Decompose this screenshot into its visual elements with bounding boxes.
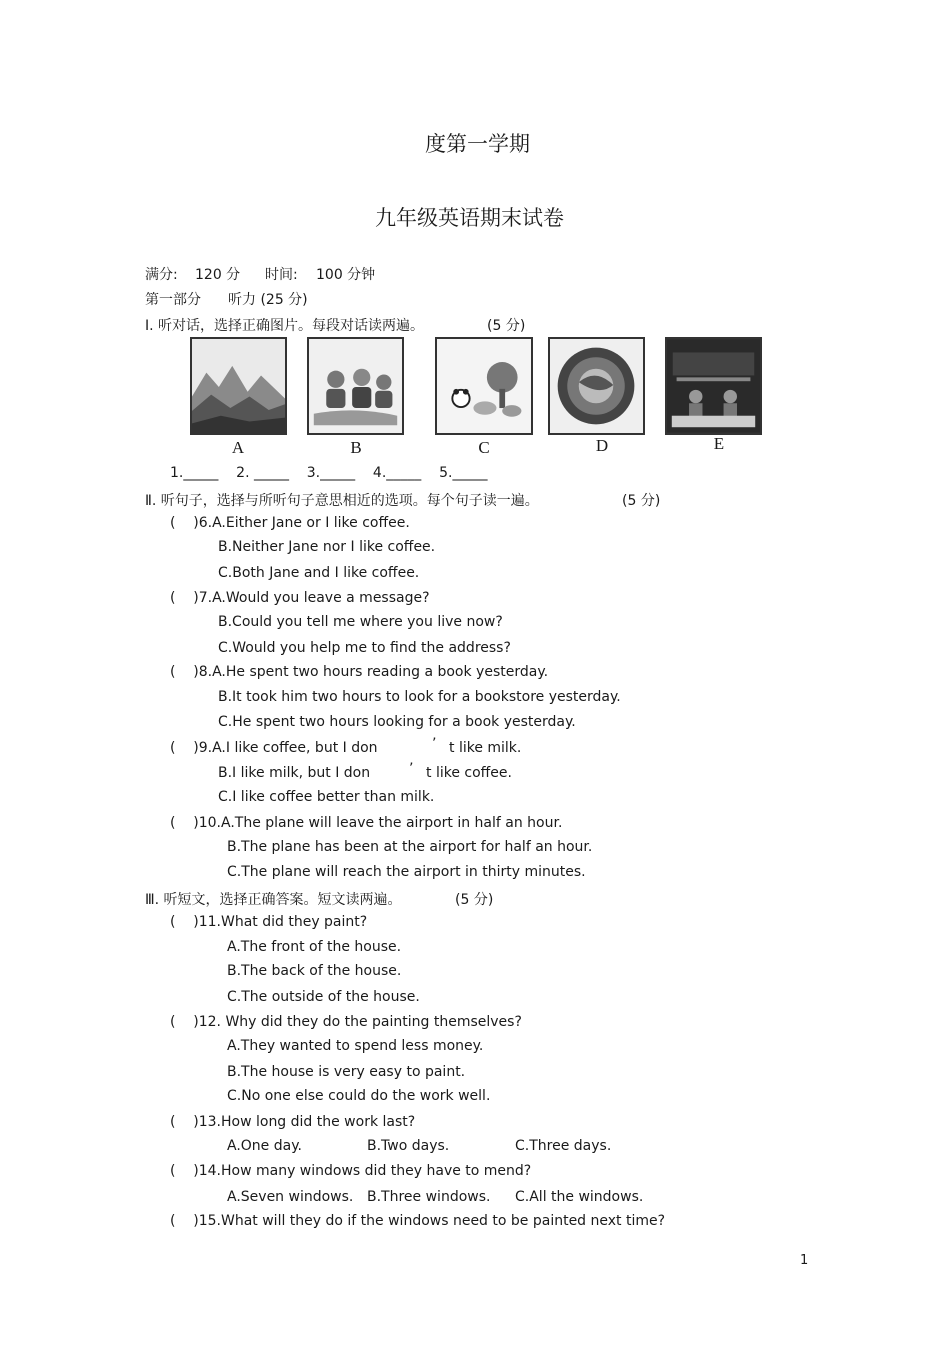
q6-option-c: C.Both Jane and I like coffee. <box>218 565 420 581</box>
q12-option-a: A.They wanted to spend less money. <box>227 1038 484 1054</box>
q10-option-b: B.The plane has been at the airport for half an hour. <box>227 839 593 855</box>
q14-option-a: A.Seven windows. <box>227 1189 354 1205</box>
picture-b <box>307 337 404 435</box>
q9-option-b-tail: t like coffee. <box>426 765 512 781</box>
picture-label-d: D <box>595 436 609 455</box>
q12-stem: ( )12. Why did they do the painting themselves? <box>170 1014 522 1030</box>
meeting-room-icon <box>667 339 760 433</box>
q7-option-b: B.Could you tell me where you live now? <box>218 614 503 630</box>
q8-option-b: B.It took him two hours to look for a bookstore yesterday. <box>218 689 621 705</box>
part-heading: 第一部分 <box>145 292 201 308</box>
q6-stem: ( )6.A.Either Jane or I like coffee. <box>170 515 410 531</box>
section1-heading: Ⅰ. 听对话，选择正确图片。每段对话读两遍。 <box>145 318 425 334</box>
q13-option-c: C.Three days. <box>515 1138 612 1154</box>
time-label: 时间: <box>265 267 298 283</box>
picture-label-e: E <box>713 434 725 453</box>
section1-points: (5 分) <box>487 318 526 334</box>
q8-stem: ( )8.A.He spent two hours reading a book yesterday. <box>170 664 549 680</box>
answer-blanks: 1._____ 2. _____ 3._____ 4._____ 5._____ <box>170 465 488 481</box>
picture-d <box>548 337 645 435</box>
score-label: 满分: <box>145 267 178 283</box>
q7-stem: ( )7.A.Would you leave a message? <box>170 590 430 606</box>
score-value: 120 分 <box>195 267 241 283</box>
q9-option-c: C.I like coffee better than milk. <box>218 789 435 805</box>
picture-c <box>435 337 533 435</box>
q14-stem: ( )14.How many windows did they have to mend? <box>170 1163 532 1179</box>
q7-option-c: C.Would you help me to find the address? <box>218 640 511 656</box>
section2-points: (5 分) <box>622 493 661 509</box>
time-value: 100 分钟 <box>316 267 376 283</box>
pandas-animals-icon <box>437 339 531 433</box>
q15-stem: ( )15.What will they do if the windows need to be painted next time? <box>170 1213 666 1229</box>
picture-label-a: A <box>231 438 245 457</box>
q13-option-b: B.Two days. <box>367 1138 450 1154</box>
page-title: 度第一学期 <box>425 132 530 156</box>
q6-option-b: B.Neither Jane nor I like coffee. <box>218 539 436 555</box>
q11-stem: ( )11.What did they paint? <box>170 914 368 930</box>
q14-option-b: B.Three windows. <box>367 1189 491 1205</box>
q9-apostrophe-b: ’ <box>409 761 414 777</box>
q9-stem-tail: t like milk. <box>449 740 522 756</box>
q9-option-b: B.I like milk, but I don <box>218 765 371 781</box>
picture-label-b: B <box>350 438 362 457</box>
picture-e <box>665 337 762 435</box>
exam-title: 九年级英语期末试卷 <box>375 206 564 230</box>
q14-option-c: C.All the windows. <box>515 1189 644 1205</box>
q10-option-c: C.The plane will reach the airport in thirty minutes. <box>227 864 586 880</box>
q11-option-c: C.The outside of the house. <box>227 989 420 1005</box>
children-playing-icon <box>309 339 402 433</box>
q11-option-a: A.The front of the house. <box>227 939 402 955</box>
section2-heading: Ⅱ. 听句子，选择与所听句子意思相近的选项。每个句子读一遍。 <box>145 493 539 509</box>
mountain-landscape-icon <box>192 339 285 433</box>
q10-stem: ( )10.A.The plane will leave the airport in half an hour. <box>170 815 563 831</box>
section3-heading: Ⅲ. 听短文，选择正确答案。短文读两遍。 <box>145 892 402 908</box>
q9-stem: ( )9.A.I like coffee, but I don <box>170 740 378 756</box>
picture-label-c: C <box>478 438 490 457</box>
picture-a <box>190 337 287 435</box>
q12-option-c: C.No one else could do the work well. <box>227 1088 491 1104</box>
q13-stem: ( )13.How long did the work last? <box>170 1114 416 1130</box>
q8-option-c: C.He spent two hours looking for a book yesterday. <box>218 714 576 730</box>
part-listening: 听力 (25 分) <box>228 292 308 308</box>
q9-apostrophe: ’ <box>432 736 437 752</box>
q11-option-b: B.The back of the house. <box>227 963 402 979</box>
q12-option-b: B.The house is very easy to paint. <box>227 1064 466 1080</box>
globe-birds-icon <box>550 339 643 433</box>
page-number: 1 <box>800 1253 809 1268</box>
section3-points: (5 分) <box>455 892 494 908</box>
q13-option-a: A.One day. <box>227 1138 302 1154</box>
